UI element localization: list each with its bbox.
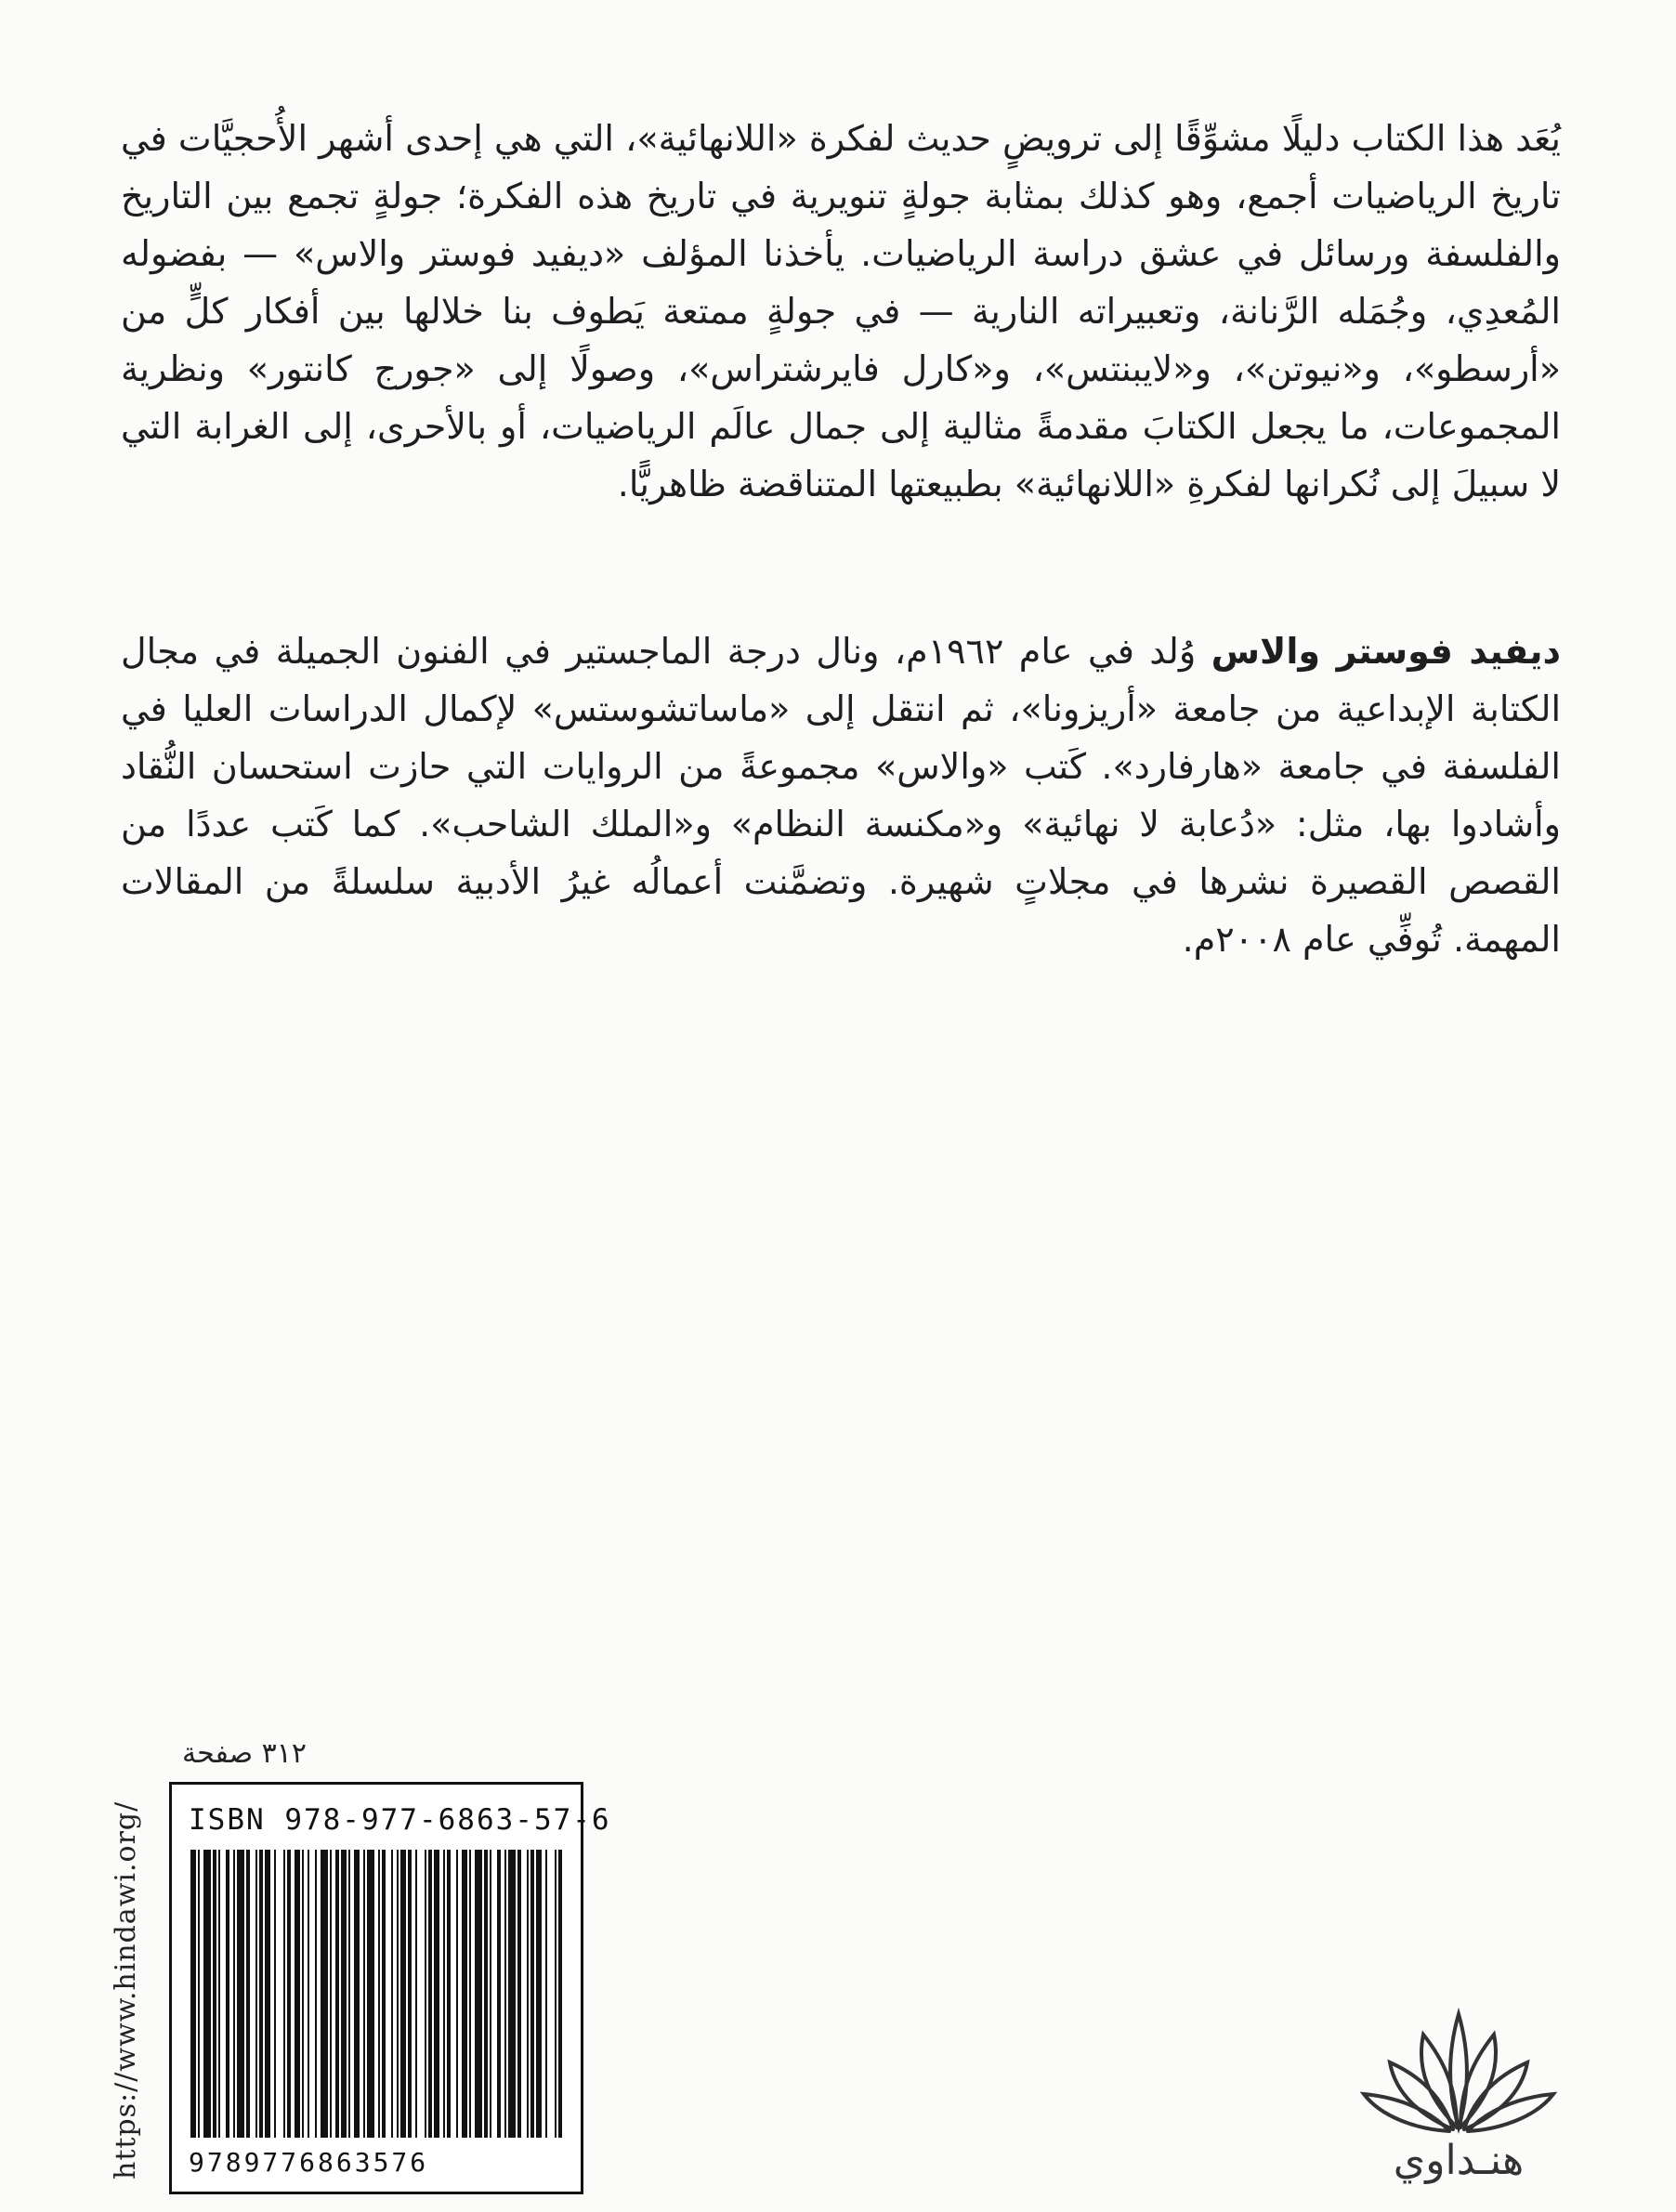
author-bio-text: وُلد في عام ١٩٦٢م، ونال درجة الماجستير في الفنون الجميلة في مجال الكتابة الإبداعية من جامعة «أريزونا»، ثم انتقل إلى «ماساتشوستس» لإكمال الدراسات العليا في الفلسفة في جامعة «هارفارد». كَتب «والاس» مجموعةً من الروايات التي حازت استحسان النُّقاد وأشادوا بها، مثل: «دُعابة لا نهائية» و«مكنسة النظام» و«الملك الشاحب». كما كَتب عددًا من القصص القصيرة نشرها في مجلاتٍ شهيرة. وتضمَّنت أعمالُه غيرُ الأدبية سلسلةً من المقالات المهمة. تُوفِّي عام ٢٠٠٨م. bbox=[121, 631, 1561, 960]
lotus-logo-icon bbox=[1338, 1997, 1579, 2137]
publisher-name: هنـداوي bbox=[1393, 2137, 1525, 2184]
publisher-website[interactable]: https://www.hindawi.org/ bbox=[110, 1800, 142, 2179]
publisher-logo bbox=[1338, 1997, 1579, 2202]
book-description: يُعَد هذا الكتاب دليلًا مشوِّقًا إلى ترويضٍ حديث لفكرة «اللانهائية»، التي هي إحدى أشهر الأُحجيَّات في تاريخ الرياضيات أجمع، وهو كذلك بمثابة جولةٍ تنويرية في تاريخ هذه الفكرة؛ جولةٍ تجمع بين التاريخ والفلسفة ورسائل في عشق دراسة الرياضيات. يأخذنا المؤلف «ديفيد فوستر والاس» — بفضوله المُعدِي، وجُمَله الرَّنانة، وتعبيراته النارية — في جولةٍ ممتعة يَطوف بنا خلالها بين أفكار كلٍّ من «أرسطو»، و«نيوتن»، و«لايبنتس»، و«كارل فايرشتراس»، وصولًا إلى «جورج كانتور» ونظرية المجموعات، ما يجعل الكتابَ مقدمةً مثالية إلى جمال عالَم الرياضيات، أو بالأحرى، إلى الغرابة التي لا سبيلَ إلى نُكرانها لفكرةِ «اللانهائية» بطبيعتها المتناقضة ظاهريًّا. bbox=[121, 118, 1561, 504]
author-name: ديفيد فوستر والاس bbox=[1211, 631, 1561, 672]
isbn-label: ISBN 978-977-6863-57-6 bbox=[189, 1803, 611, 1837]
barcode-number: 9789776863576 bbox=[189, 2147, 429, 2178]
page-count: ٣١٢ صفحة bbox=[182, 1737, 307, 1770]
author-bio bbox=[121, 622, 1561, 968]
isbn-barcode-box bbox=[169, 1782, 611, 2194]
barcode-icon bbox=[187, 1850, 568, 2145]
